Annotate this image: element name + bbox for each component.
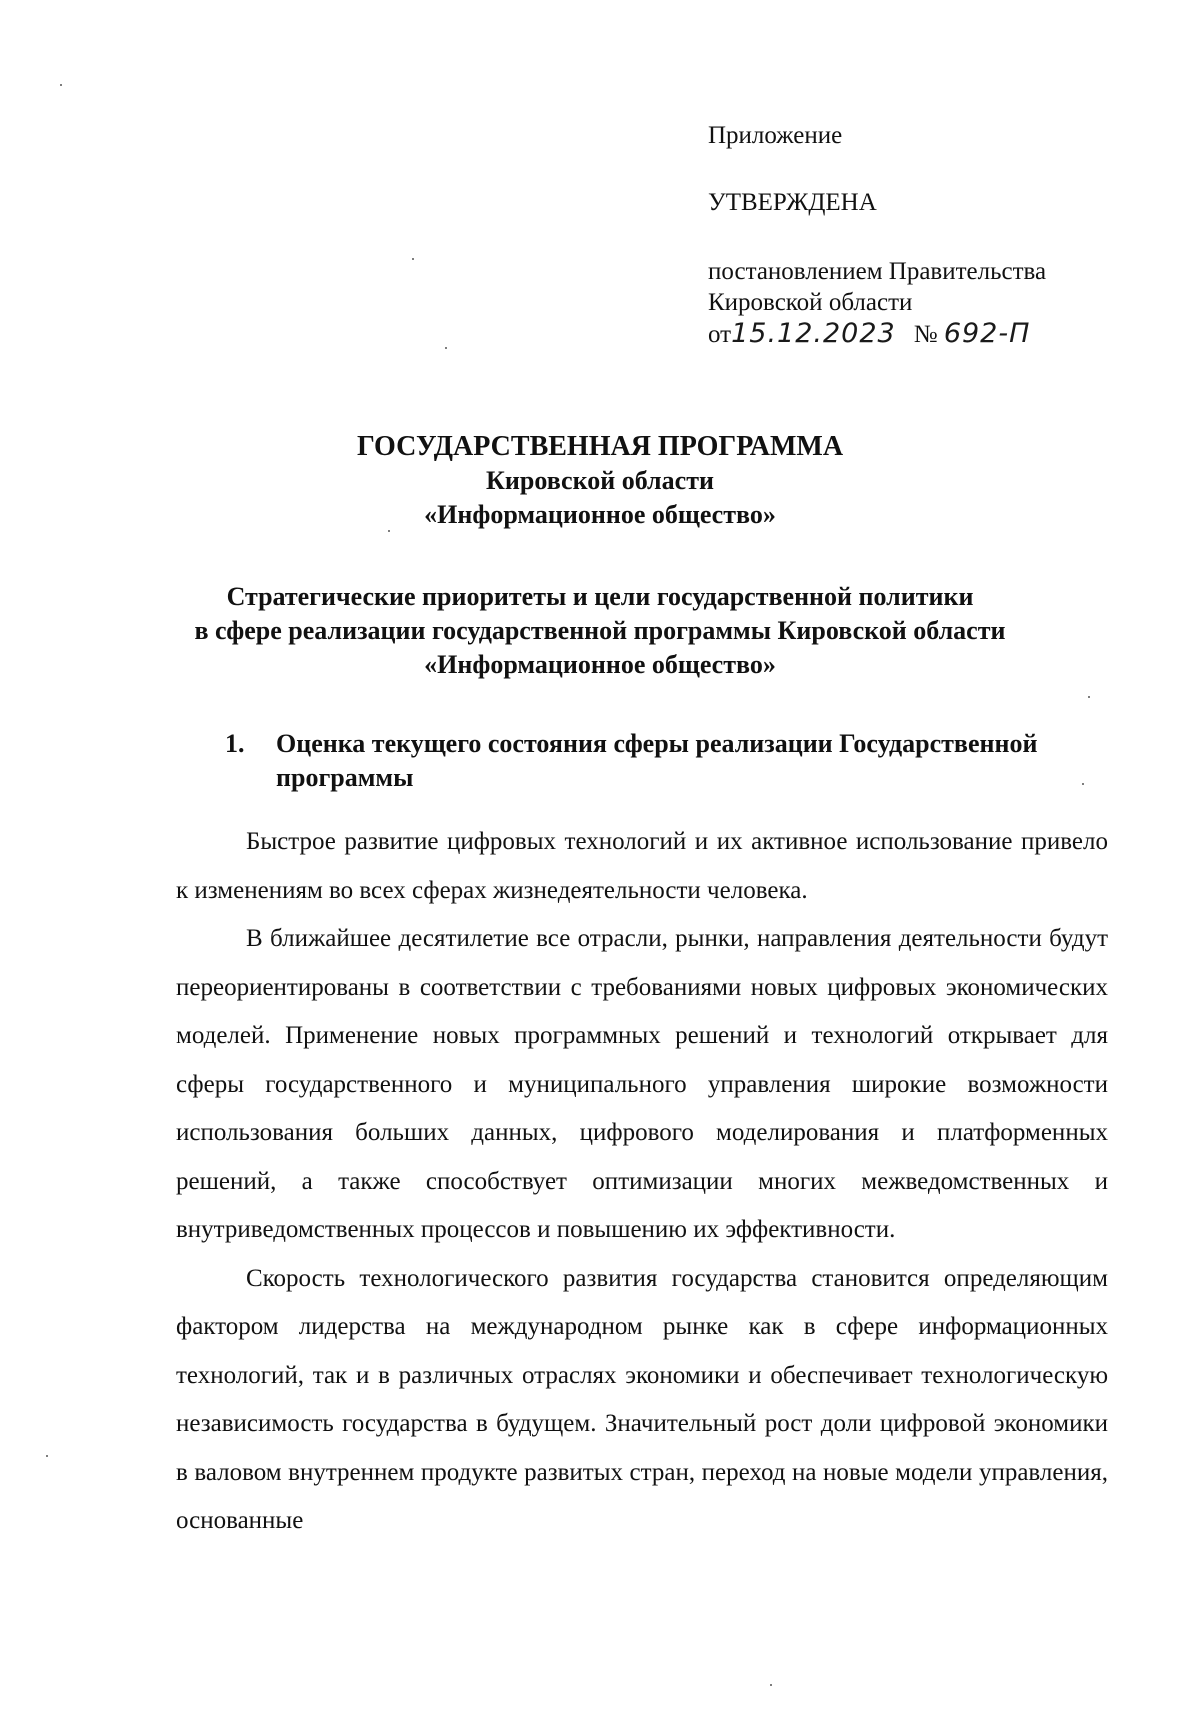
paragraph: Быстрое развитие цифровых технологий и их активное использование привело к изменениям во всех сферах жизнедеятельности человека.	[176, 828, 1108, 904]
scan-speck	[60, 84, 62, 86]
scan-speck	[1088, 696, 1090, 698]
section-title: Оценка текущего состояния сферы реализации Государственной программы	[276, 729, 1038, 792]
from-label: от	[708, 321, 732, 348]
section-heading	[225, 727, 1105, 795]
paragraph: В ближайшее десятилетие все отрасли, рынки, направления деятельности будут переориентированы в соответствии с требованиями новых цифровых экономических моделей. Применение новых программных решений и технологий открывает для сферы государственного и муниципального управления широкие возможности использования больших данных, цифрового моделирования и платформенных решений, а также способствует оптимизации многих межведомственных и внутриведомственных процессов и повышению их эффективности.	[176, 925, 1108, 1243]
program-title	[0, 430, 1200, 532]
program-title-line-2: Кировской области	[486, 466, 714, 495]
program-title-line-1: ГОСУДАРСТВЕННАЯ ПРОГРАММА	[356, 431, 844, 462]
number-label: №	[913, 321, 938, 348]
decree-line-2: Кировской области	[708, 289, 913, 316]
body-text	[176, 818, 1108, 1546]
handwritten-number: 692-П	[943, 318, 1031, 349]
scan-speck	[445, 347, 447, 349]
strategy-heading	[0, 580, 1200, 682]
appendix-label: Приложение	[708, 122, 843, 149]
scan-speck	[412, 258, 414, 260]
strategy-heading-line-3: «Информационное общество»	[424, 650, 776, 679]
scan-speck	[770, 1684, 772, 1686]
handwritten-date: 15.12.2023	[731, 318, 896, 349]
program-title-line-3: «Информационное общество»	[424, 500, 776, 529]
strategy-heading-line-2: в сфере реализации государственной программы Кировской области	[194, 616, 1006, 645]
decree-line-1: постановлением Правительства	[708, 258, 1047, 285]
decree-date-number-line	[708, 318, 1168, 350]
approved-label: УТВЕРЖДЕНА	[708, 189, 877, 216]
scan-speck	[46, 1455, 48, 1457]
approval-block	[708, 120, 1168, 350]
section-number: 1.	[225, 729, 245, 758]
paragraph: Скорость технологического развития государства становится определяющим фактором лидерства на международном рынке как в сфере информационных технологий, так и в различных отраслях экономики и обеспечивает технологическую независимость государства в будущем. Значительный рост доли цифровой экономики в валовом внутреннем продукте развитых стран, переход на новые модели управления, основанные	[176, 1264, 1108, 1534]
scan-speck	[388, 530, 390, 532]
scan-speck	[1082, 783, 1084, 785]
strategy-heading-line-1: Стратегические приоритеты и цели государственной политики	[226, 582, 974, 611]
